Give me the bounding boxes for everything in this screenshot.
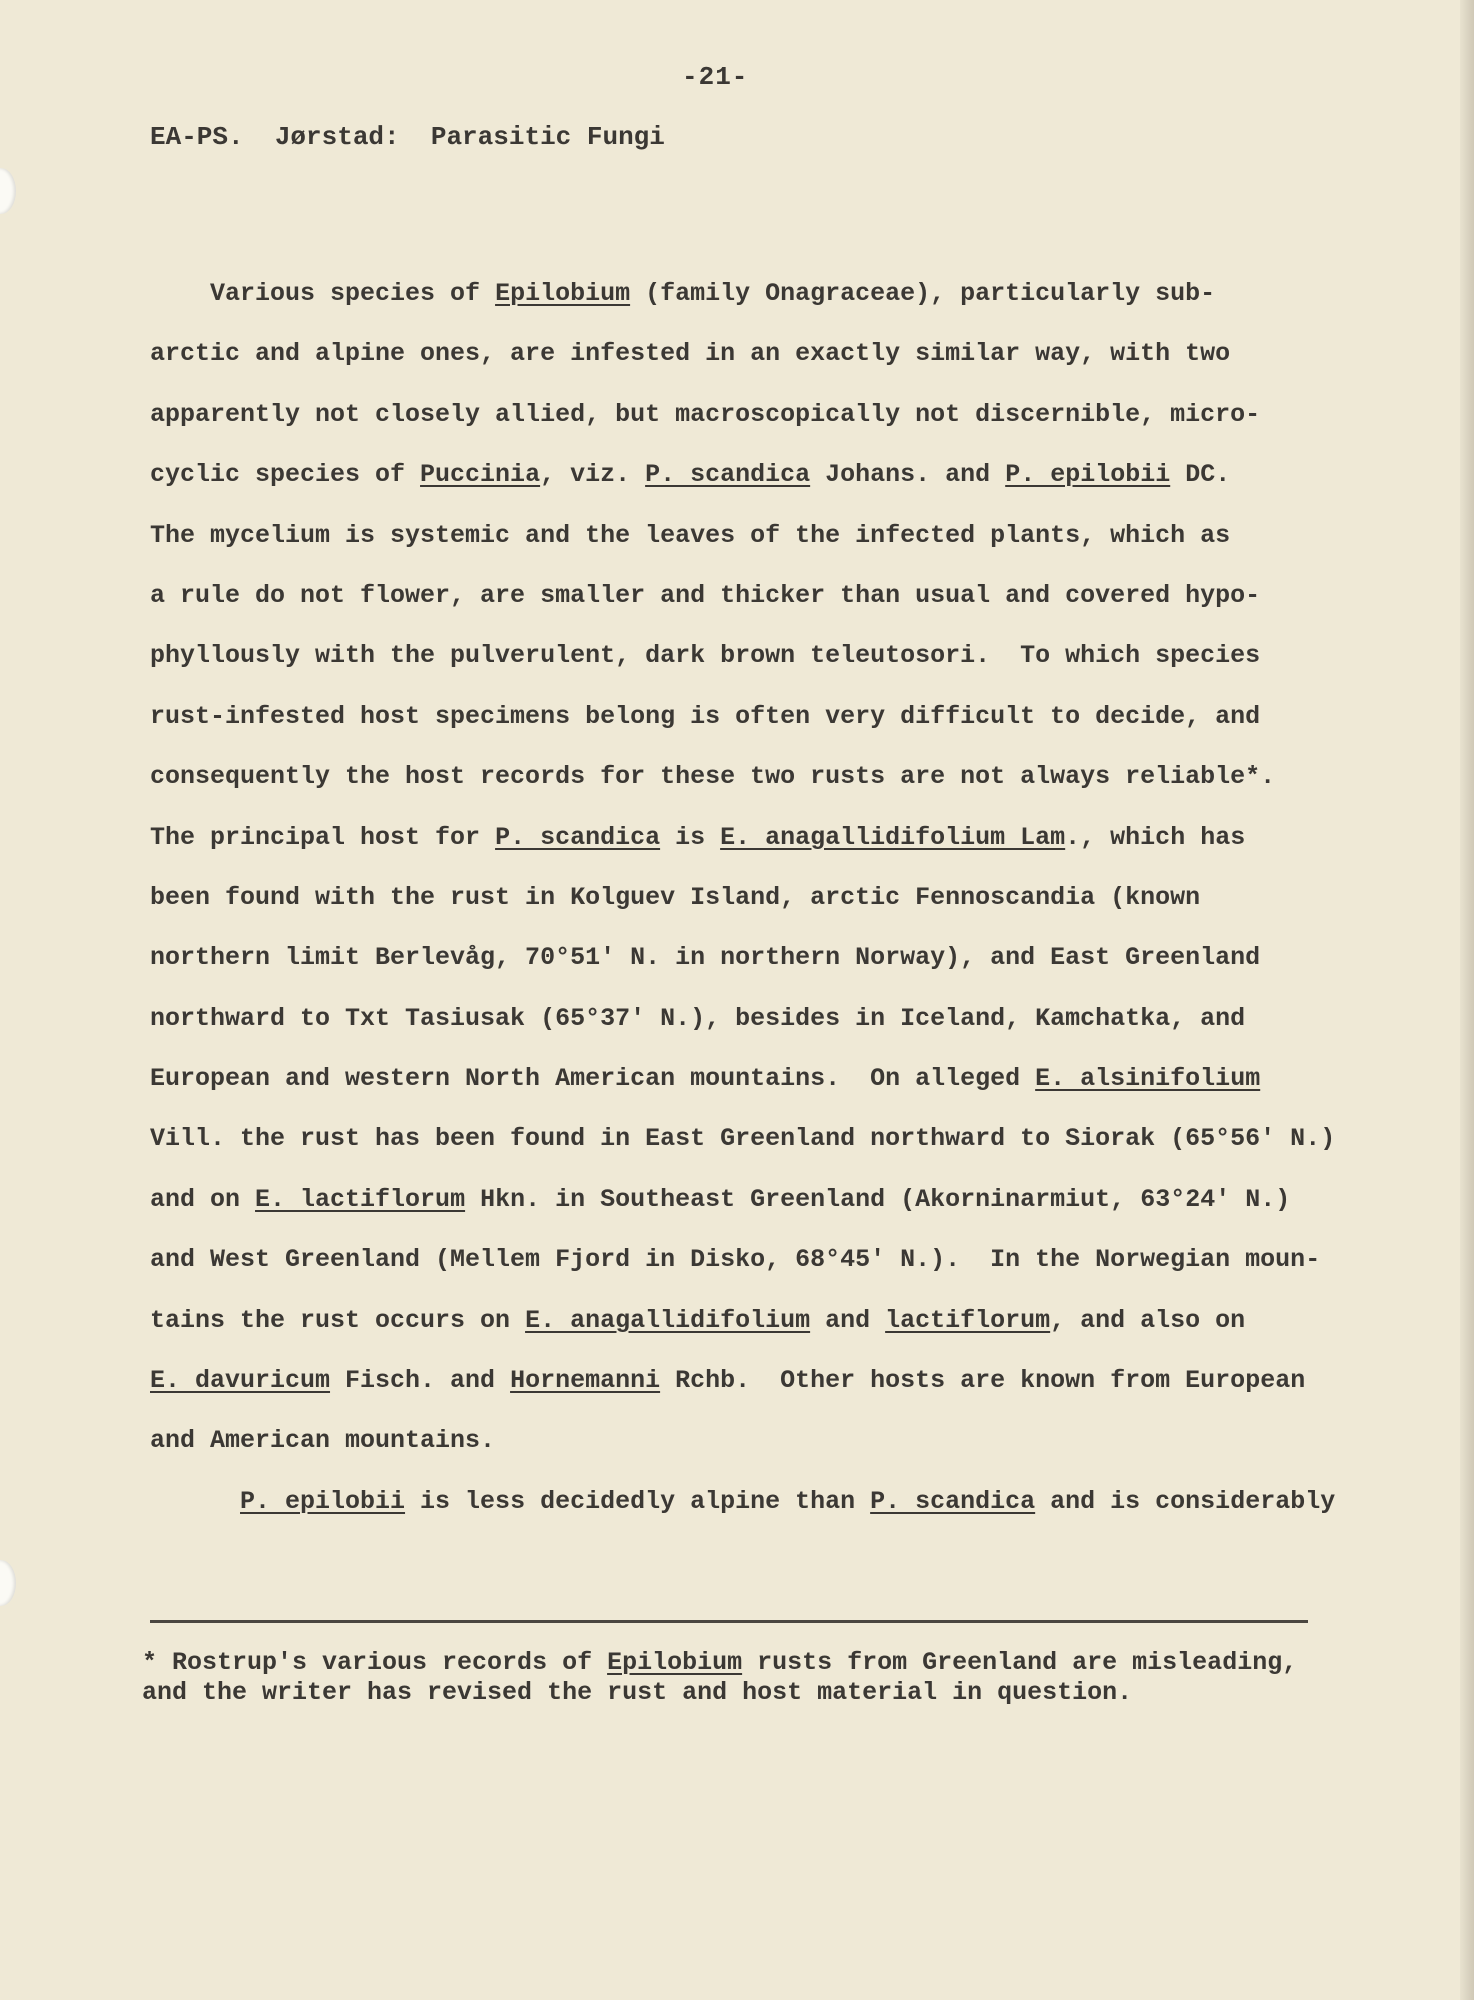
text-line: [150, 1049, 1320, 1109]
text-span: European and western North American mountains. On alleged: [150, 1064, 1036, 1094]
text-span: and: [810, 1305, 886, 1335]
text-line: [150, 808, 1320, 868]
underlined-taxon: P. scandica: [645, 460, 811, 490]
text-line: apparently not closely allied, but macroscopically not discernible, micro-: [150, 399, 1261, 429]
footnote-divider: [150, 1620, 1308, 1623]
text-span: DC.: [1170, 460, 1231, 490]
text-span: The principal host for: [150, 822, 496, 852]
page-edge: [1460, 0, 1474, 2000]
underlined-taxon: P. epilobii: [1005, 460, 1171, 490]
underlined-taxon: E. davuricum: [150, 1366, 331, 1396]
text-span: is less decidedly alpine than: [405, 1486, 871, 1516]
text-span: tains the rust occurs on: [150, 1305, 526, 1335]
text-span: Various species of: [210, 279, 496, 308]
text-span: Fisch. and: [330, 1366, 511, 1396]
text-line: [150, 1351, 1320, 1411]
text-line: [150, 264, 1320, 324]
underlined-taxon: Puccinia: [420, 460, 541, 490]
text-span: * Rostrup's various records of: [142, 1648, 608, 1677]
text-line: phyllously with the pulverulent, dark brown teleutosori. To which species: [150, 641, 1261, 671]
text-line: [150, 1170, 1320, 1230]
text-span: is: [660, 822, 721, 852]
text-line: [142, 1648, 1322, 1678]
underlined-taxon: E. anagallidifolium: [525, 1305, 811, 1335]
underlined-taxon: P. scandica: [495, 822, 661, 852]
text-line: and West Greenland (Mellem Fjord in Disko, 68°45' N.). In the Norwegian moun-: [150, 1245, 1321, 1275]
text-span: rusts from Greenland are misleading,: [742, 1648, 1298, 1677]
text-line: northward to Txt Tasiusak (65°37' N.), besides in Iceland, Kamchatka, and: [150, 1003, 1246, 1033]
text-span: Hkn. in Southeast Greenland (Akorninarmiut, 63°24' N.): [465, 1184, 1291, 1214]
text-line: rust-infested host specimens belong is often very difficult to decide, and: [150, 701, 1261, 731]
text-span: , and also on: [1050, 1305, 1246, 1335]
underlined-taxon: E. anagallidifolium Lam: [720, 822, 1066, 852]
text-line: [150, 1472, 1336, 1532]
text-line: [150, 445, 1320, 505]
text-line: arctic and alpine ones, are infested in an exactly similar way, with two: [150, 339, 1231, 369]
text-span: Johans. and: [810, 460, 1006, 490]
text-line: and American mountains.: [150, 1426, 496, 1456]
text-span: Rchb. Other hosts are known from European: [660, 1366, 1306, 1396]
punch-hole: [0, 1560, 16, 1606]
underlined-taxon: Epilobium: [607, 1648, 743, 1677]
underlined-taxon: lactiflorum: [885, 1305, 1051, 1335]
underlined-taxon: E. alsinifolium: [1035, 1064, 1261, 1094]
page-number: -21-: [682, 62, 749, 92]
text-line: and the writer has revised the rust and host material in question.: [142, 1678, 1133, 1707]
text-span: ., which has: [1065, 822, 1246, 852]
underlined-taxon: Hornemanni: [510, 1366, 661, 1396]
running-header: EA-PS. Jørstad: Parasitic Fungi: [150, 122, 665, 152]
underlined-taxon: E. lactiflorum: [255, 1184, 466, 1214]
punch-hole: [0, 168, 16, 214]
text-span: (family Onagraceae), particularly sub-: [630, 279, 1216, 308]
text-line: [150, 1291, 1320, 1351]
main-text: [150, 264, 1336, 1532]
text-line: Vill. the rust has been found in East Greenland northward to Siorak (65°56' N.): [150, 1124, 1336, 1154]
underlined-taxon: P. epilobii: [240, 1486, 406, 1516]
text-line: consequently the host records for these two rusts are not always reliable*.: [150, 762, 1276, 792]
footnote: [142, 1648, 1322, 1708]
text-line: a rule do not flower, are smaller and thicker than usual and covered hypo-: [150, 580, 1261, 610]
text-span: , viz.: [540, 460, 646, 490]
underlined-taxon: Epilobium: [495, 279, 631, 308]
underlined-taxon: P. scandica: [870, 1486, 1036, 1516]
text-span: cyclic species of: [150, 460, 421, 490]
text-line: The mycelium is systemic and the leaves of the infected plants, which as: [150, 520, 1231, 550]
text-line: been found with the rust in Kolguev Island, arctic Fennoscandia (known: [150, 882, 1201, 912]
text-span: and on: [150, 1184, 256, 1214]
text-line: northern limit Berlevåg, 70°51' N. in northern Norway), and East Greenland: [150, 943, 1261, 973]
text-span: and is considerably: [1035, 1486, 1336, 1516]
